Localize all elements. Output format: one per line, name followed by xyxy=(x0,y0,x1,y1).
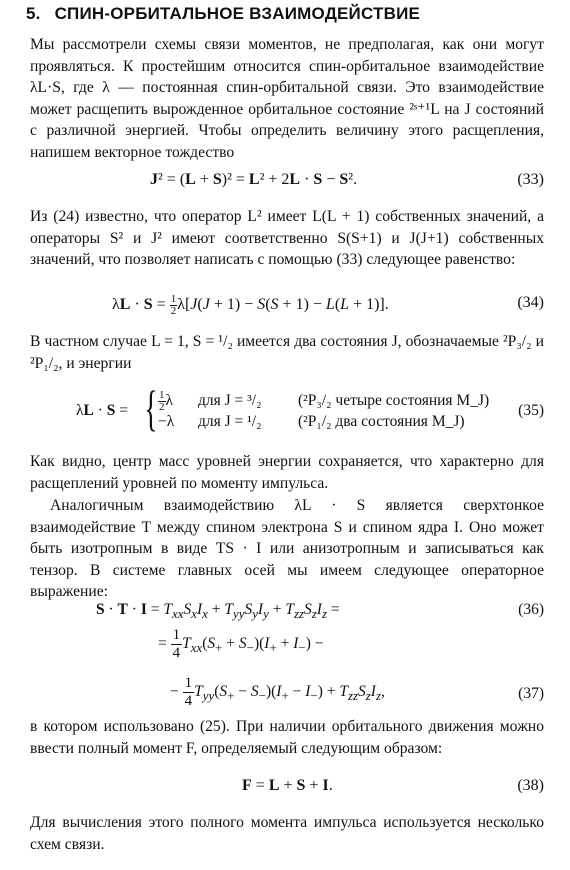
equation-33 xyxy=(30,171,544,195)
equation-38-number: (38) xyxy=(517,777,544,794)
equation-35-lhs: λL · S = xyxy=(76,402,129,419)
left-brace-icon: { xyxy=(144,380,158,436)
equation-33-number: (33) xyxy=(517,171,544,188)
equation-35 xyxy=(30,380,544,438)
equation-36-line-1: $S \cdot T \cdot I = T_{xx}S_xI_x + T_{yy}S_yI_y + T_{zz}S_zI_z$ = xyxy=(96,601,340,622)
paragraph-hyperfine: Аналогичным взаимодействию λL · S является сверхтонкое взаимодействие T между спином электрона S и спином ядра I. Оно может быть изотропным в виде TS · I или анизотропным и записываться как тензор. В системе главных осей мы имеем следующее операторное выражение: xyxy=(30,497,544,600)
equation-36-line-2: = $\frac{1}{4}$ $T_{xx}(S_+ + S_-)(I_+ + I_-)$ − xyxy=(158,627,324,661)
paragraph-operators: Из (24) известно, что оператор L² имеет L(L + 1) собственных значений, а операторы S² и J² имеют соответственно S(S+1) и J(J+1) собственных значений, что позволяет написать с помощью (33) следующее равенство: xyxy=(30,208,544,268)
equation-37-line: − $\frac{1}{4}$ $T_{yy}(S_+ - S_-)(I_+ - I_-) + T_{zz}S_zI_z$, xyxy=(170,675,385,709)
equation-36-number: (36) xyxy=(518,601,544,618)
section-title: СПИН-ОРБИТАЛЬНОЕ ВЗАИМОДЕЙСТВИЕ xyxy=(54,4,421,23)
equation-35-case-2: −λ для J = ¹/₂ (²P₁/₂ два состояния M_J) xyxy=(158,413,465,430)
equation-37-number: (37) xyxy=(518,685,544,702)
section-heading xyxy=(26,4,420,24)
section-number: 5. xyxy=(26,4,41,23)
equation-35-case-1: $\frac{1}{2}$ λ для J = ³/₂ (²P₃/₂ четыре состояния M_J) xyxy=(159,389,490,413)
paragraph-center-of-mass: Как видно, центр масс уровней энергии сохраняется, что характерно для расщеплений уровней по моменту импульса. xyxy=(30,453,544,492)
paragraph-special-case: В частном случае L = 1, S = ¹/₂ имеется два состояния J, обозначаемые ²P₃/₂ и ²P₁/₂, и энергии xyxy=(30,333,544,372)
equation-34-number: (34) xyxy=(517,294,544,311)
equation-38-body: F = L + S + I. xyxy=(242,777,333,794)
equation-33-body: J² = (L + S)² = L² + 2L · S − S². xyxy=(150,171,358,188)
equation-34 xyxy=(30,294,544,318)
paragraph-conclusion: Для вычисления этого полного момента импульса используется несколько схем связи. xyxy=(30,814,544,853)
paragraph-total-moment: в котором использовано (25). При наличии орбитального движения можно ввести полный момент F, определяемый следующим образом: xyxy=(30,718,544,757)
equation-38 xyxy=(30,777,544,801)
equation-34-body: λL · S = $\frac{1}{2}$ λ[J(J + 1) − S(S + 1) − L(L + 1)]. xyxy=(112,293,389,317)
equation-35-number: (35) xyxy=(518,402,544,419)
paragraph-intro: Мы рассмотрели схемы связи моментов, не предполагая, как они могут проявляться. К простейшим относится спин-орбитальное взаимодействие λL·S, где λ — постоянная спин-орбитальной связи. Это взаимодействие может расщепить вырожденное орбитальное состояние ²ˢ⁺¹L на J состояний с различной энергией. Чтобы определить величину этого расщепления, напишем векторное тождество xyxy=(30,36,544,161)
